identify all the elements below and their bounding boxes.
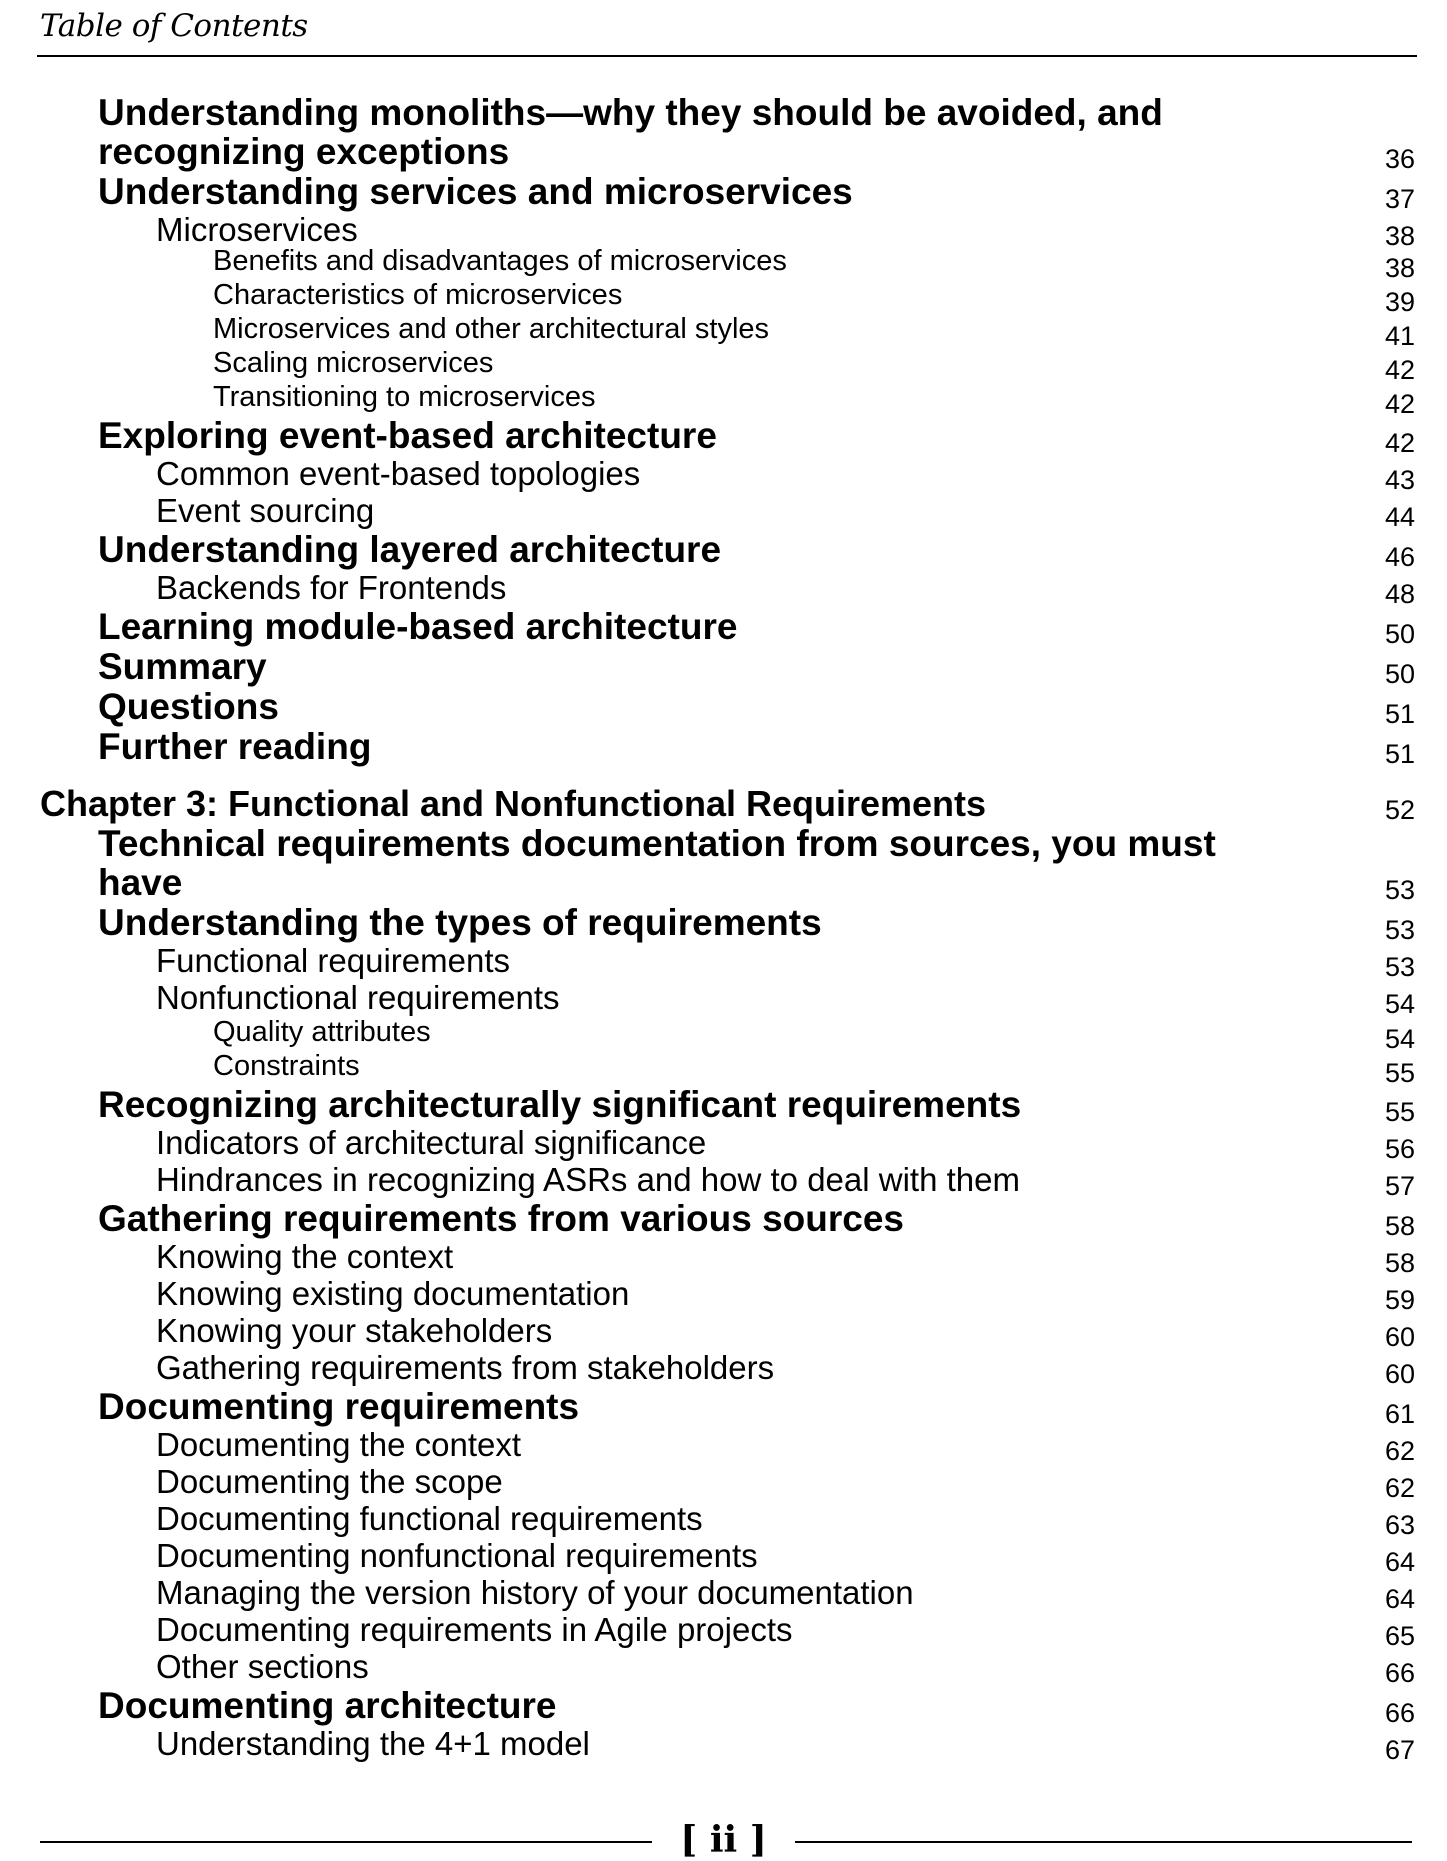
toc-entry-page-number: 51 — [1384, 699, 1415, 729]
toc-entry-page-number: 41 — [1384, 321, 1415, 351]
toc-entry-title: Microservices and other architectural styles — [213, 313, 770, 345]
toc-entry-title: Event sourcing — [156, 492, 375, 529]
toc-entry-title: Exploring event-based architecture — [98, 415, 717, 456]
toc-entry-page-number: 42 — [1384, 428, 1415, 458]
running-header: Table of Contents — [40, 8, 308, 44]
toc-entry-title: Understanding the types of requirements — [98, 902, 822, 943]
toc-entry-page-number: 63 — [1384, 1510, 1415, 1540]
toc-entry-title: Documenting nonfunctional requirements — [156, 1537, 758, 1574]
toc-entry-page-number: 62 — [1384, 1473, 1415, 1503]
toc-entry-title: Understanding the 4+1 model — [156, 1725, 590, 1762]
toc-entry-page-number: 55 — [1384, 1097, 1415, 1127]
toc-entry-page-number: 43 — [1384, 465, 1415, 495]
toc-entry-page-number: 48 — [1384, 579, 1415, 609]
toc-entry-page-number: 62 — [1384, 1436, 1415, 1466]
toc-entry-page-number: 36 — [1384, 144, 1415, 174]
page-number: [ ii ] — [680, 1819, 767, 1861]
toc-entry-title: Knowing the context — [156, 1238, 454, 1275]
toc-entry-title: Understanding layered architecture — [98, 529, 722, 570]
toc-entry-title: Technical requirements documentation from sources, you must — [98, 823, 1216, 864]
toc-entry-title: Knowing existing documentation — [156, 1275, 630, 1312]
toc-entry-title: Summary — [98, 646, 267, 687]
toc-entry-title: recognizing exceptions — [98, 131, 510, 172]
toc-entry-page-number: 57 — [1384, 1171, 1415, 1201]
toc-entry-title: have — [98, 862, 183, 903]
toc-entry-title: Managing the version history of your documentation — [156, 1574, 914, 1611]
toc-entry-page-number: 46 — [1384, 542, 1415, 572]
toc-entry-title: Documenting the context — [156, 1426, 522, 1463]
toc-entry-title: Microservices — [156, 211, 358, 248]
toc-entry-title: Documenting requirements — [98, 1386, 580, 1427]
toc-entry-page-number: 58 — [1384, 1248, 1415, 1278]
toc-entry-page-number: 66 — [1384, 1698, 1415, 1728]
toc-entry-page-number: 54 — [1384, 1024, 1415, 1054]
toc-entry-title: Benefits and disadvantages of microservices — [213, 245, 787, 277]
footer-divider-right — [795, 1841, 1412, 1843]
toc-entry-title: Constraints — [213, 1050, 360, 1082]
toc-entry-page-number: 38 — [1384, 221, 1415, 251]
toc-entry-title: Recognizing architecturally significant requirements — [98, 1084, 1022, 1125]
toc-entry-page-number: 37 — [1384, 184, 1415, 214]
toc-entry-title: Chapter 3: Functional and Nonfunctional Requirements — [40, 783, 987, 824]
toc-entry-page-number: 42 — [1384, 355, 1415, 385]
toc-entry-title: Backends for Frontends — [156, 569, 507, 606]
toc-entry-page-number: 60 — [1384, 1322, 1415, 1352]
toc-entry-page-number: 53 — [1384, 915, 1415, 945]
toc-entry-page-number: 52 — [1384, 795, 1415, 825]
toc-entry-title: Quality attributes — [213, 1016, 431, 1048]
toc-entry-title: Nonfunctional requirements — [156, 979, 560, 1016]
footer-divider-left — [40, 1841, 652, 1843]
toc-entry-page-number: 42 — [1384, 389, 1415, 419]
toc-entry-title: Characteristics of microservices — [213, 279, 623, 311]
toc-entry-page-number: 67 — [1384, 1735, 1415, 1765]
toc-entry-title: Documenting requirements in Agile projects — [156, 1611, 793, 1648]
toc-entry-page-number: 38 — [1384, 253, 1415, 283]
toc-entry-title: Gathering requirements from various sources — [98, 1198, 905, 1239]
toc-entry-page-number: 64 — [1384, 1584, 1415, 1614]
toc-entry-title: Knowing your stakeholders — [156, 1312, 553, 1349]
toc-entry-title: Common event-based topologies — [156, 455, 641, 492]
toc-entry-title: Scaling microservices — [213, 347, 494, 379]
toc-entry-title: Further reading — [98, 726, 372, 767]
toc-entry-page-number: 50 — [1384, 619, 1415, 649]
toc-entry-page-number: 61 — [1384, 1399, 1415, 1429]
toc-entry-page-number: 51 — [1384, 739, 1415, 769]
toc-entry-page-number: 44 — [1384, 502, 1415, 532]
toc-entry-page-number: 50 — [1384, 659, 1415, 689]
toc-entry-page-number: 64 — [1384, 1547, 1415, 1577]
toc-entry-title: Gathering requirements from stakeholders — [156, 1349, 775, 1386]
toc-entry-title: Understanding monoliths—why they should be avoided, and — [98, 92, 1163, 133]
toc-entry-title: Documenting functional requirements — [156, 1500, 703, 1537]
toc-entry-page-number: 59 — [1384, 1285, 1415, 1315]
toc-entry-title: Documenting the scope — [156, 1463, 503, 1500]
toc-entry-title: Other sections — [156, 1648, 369, 1685]
toc-entry-title: Functional requirements — [156, 942, 511, 979]
toc-entry-page-number: 55 — [1384, 1058, 1415, 1088]
toc-entry-page-number: 53 — [1384, 952, 1415, 982]
toc-entry-page-number: 60 — [1384, 1359, 1415, 1389]
toc-entry-page-number: 65 — [1384, 1621, 1415, 1651]
toc-entry-title: Understanding services and microservices — [98, 171, 853, 212]
toc-entry-title: Transitioning to microservices — [213, 381, 596, 413]
toc-entry-page-number: 53 — [1384, 875, 1415, 905]
toc-entry-title: Indicators of architectural significance — [156, 1124, 707, 1161]
toc-entry-page-number: 58 — [1384, 1211, 1415, 1241]
toc-entry-page-number: 56 — [1384, 1134, 1415, 1164]
toc-entry-title: Documenting architecture — [98, 1685, 557, 1726]
toc-entry-title: Hindrances in recognizing ASRs and how to deal with them — [156, 1161, 1020, 1198]
toc-entry-title: Learning module-based architecture — [98, 606, 738, 647]
toc-entry-page-number: 54 — [1384, 989, 1415, 1019]
toc-entry-title: Questions — [98, 686, 279, 727]
toc-entry-page-number: 66 — [1384, 1658, 1415, 1688]
toc-entry-page-number: 39 — [1384, 287, 1415, 317]
